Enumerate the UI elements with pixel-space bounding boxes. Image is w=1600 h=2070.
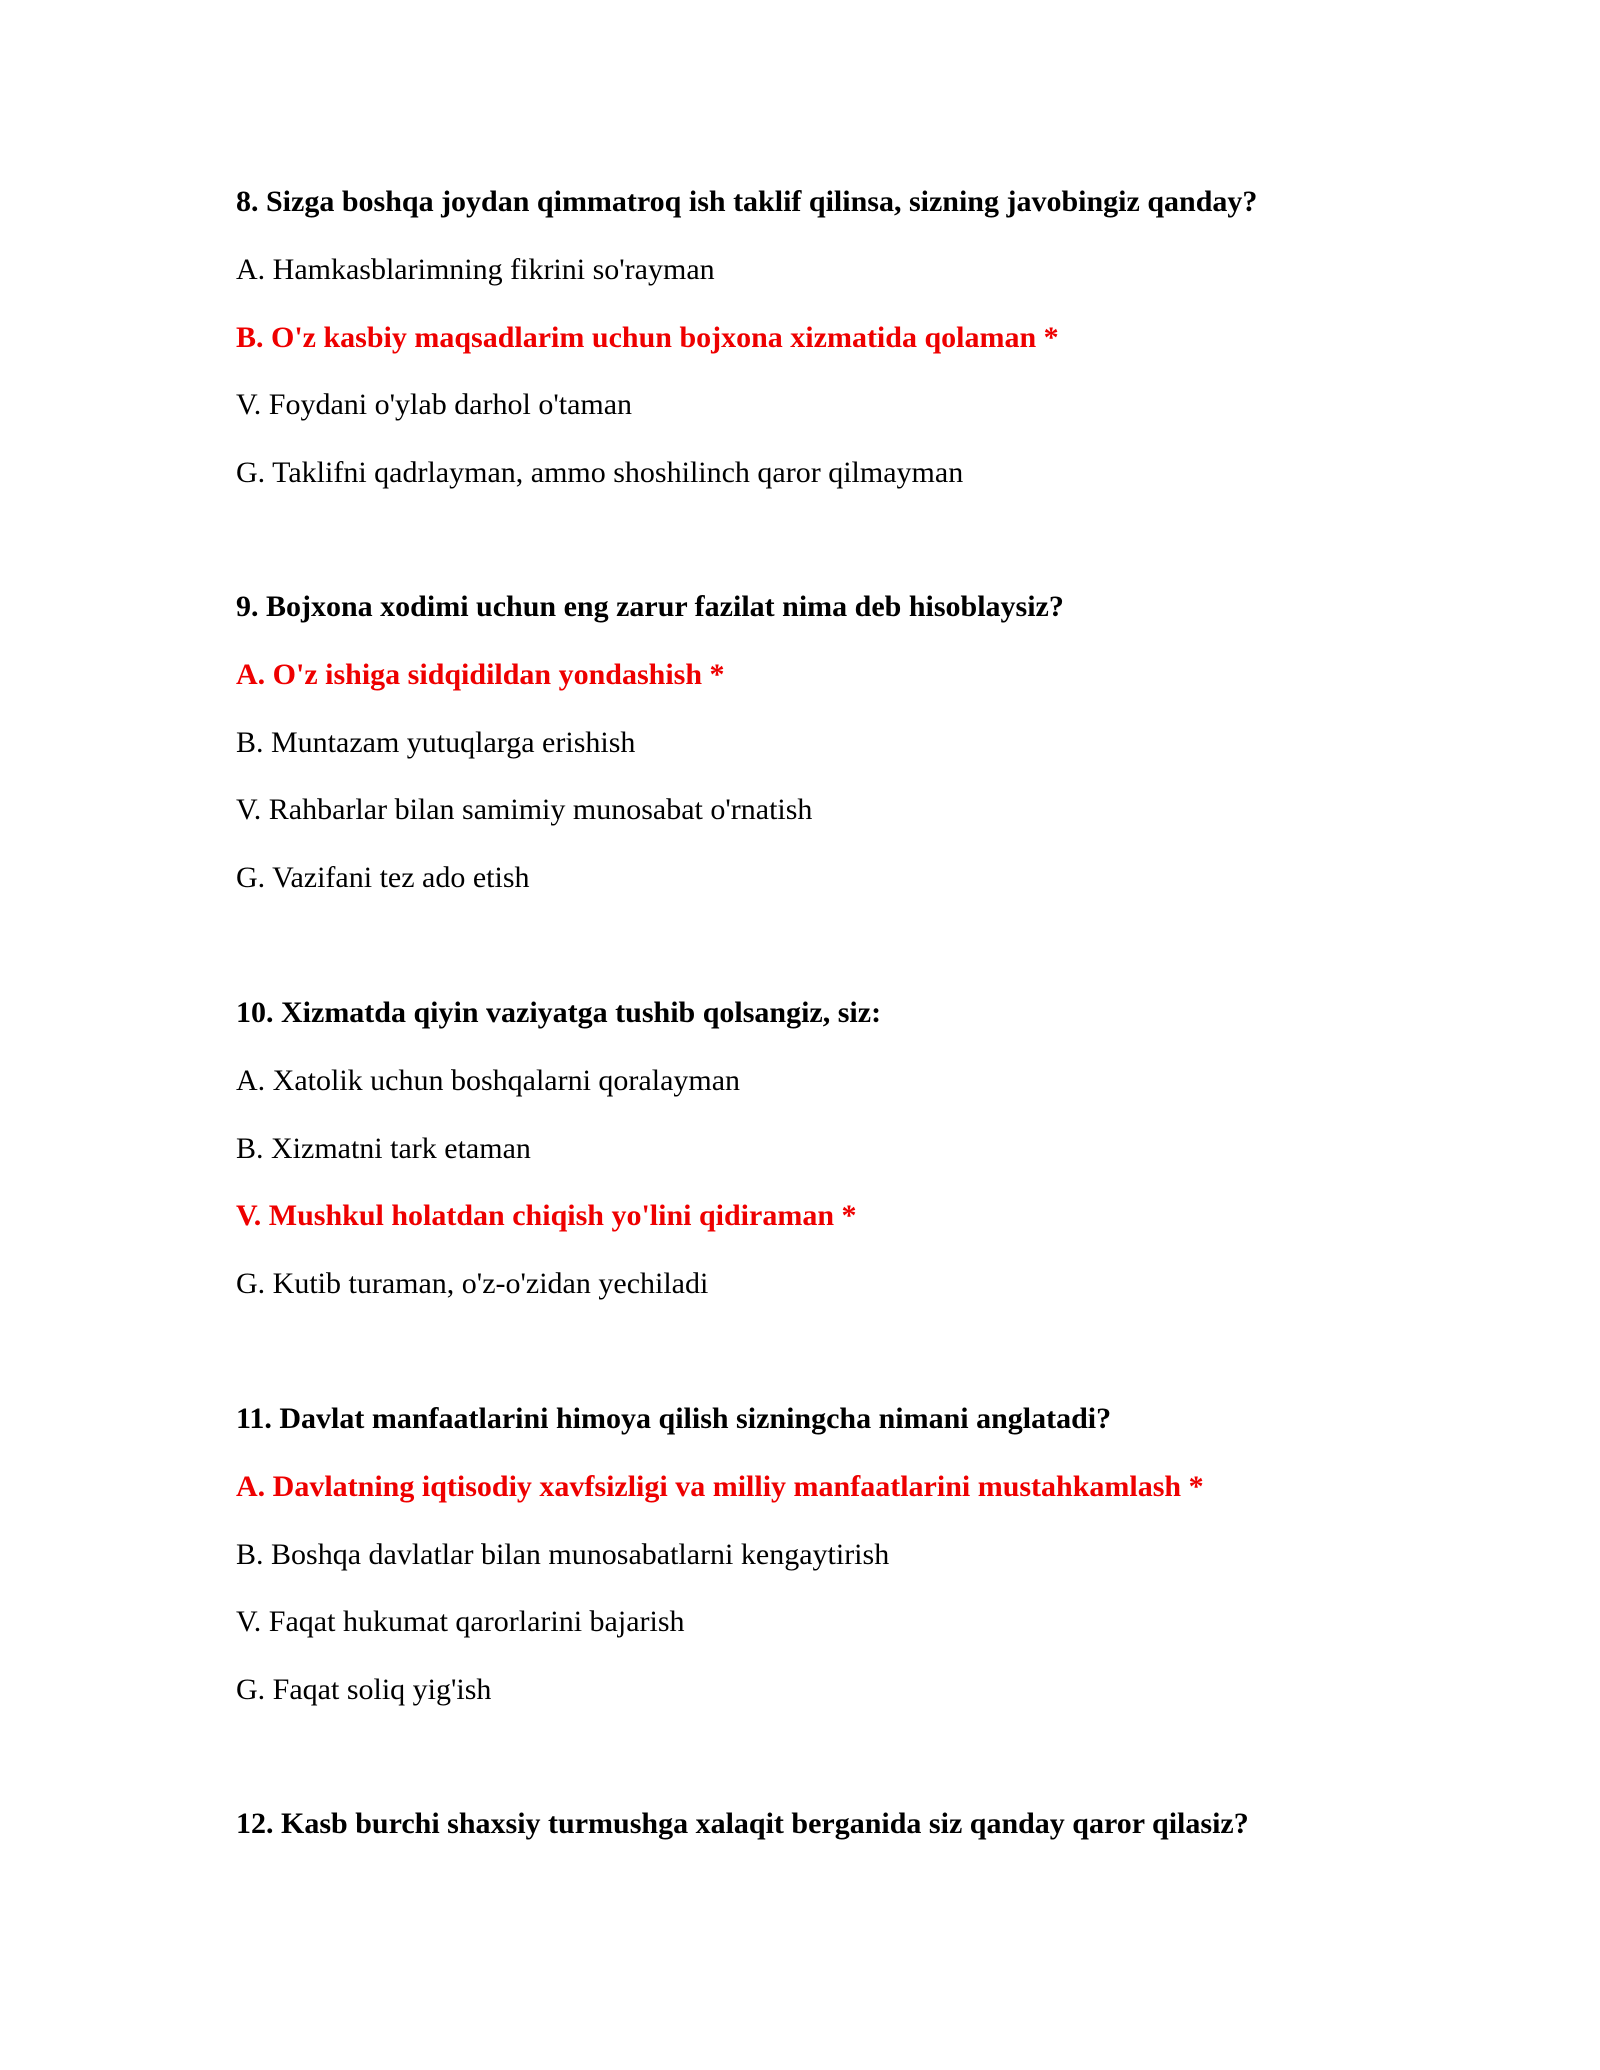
answer-option: V. Faqat hukumat qarorlarini bajarish xyxy=(236,1605,685,1638)
answer-option: B. Boshqa davlatlar bilan munosabatlarni kengaytirish xyxy=(236,1538,890,1571)
correct-answer-option: A. Davlatning iqtisodiy xavfsizligi va milliy manfaatlarini mustahkamlash * xyxy=(236,1470,1204,1503)
answer-option: G. Kutib turaman, o'z-o'zidan yechiladi xyxy=(236,1267,709,1300)
question-text: 9. Bojxona xodimi uchun eng zarur fazilat nima deb hisoblaysiz? xyxy=(236,590,1064,623)
answer-option: G. Vazifani tez ado etish xyxy=(236,861,530,894)
answer-option: A. Xatolik uchun boshqalarni qoralayman xyxy=(236,1064,741,1097)
question-text: 8. Sizga boshqa joydan qimmatroq ish taklif qilinsa, sizning javobingiz qanday? xyxy=(236,185,1258,218)
question-text: 11. Davlat manfaatlarini himoya qilish sizningcha nimani anglatadi? xyxy=(236,1402,1112,1435)
correct-answer-option: B. O'z kasbiy maqsadlarim uchun bojxona xizmatida qolaman * xyxy=(236,321,1059,354)
answer-option: V. Foydani o'ylab darhol o'taman xyxy=(236,388,633,421)
question-text: 12. Kasb burchi shaxsiy turmushga xalaqit berganida siz qanday qaror qilasiz? xyxy=(236,1807,1249,1840)
answer-option: V. Rahbarlar bilan samimiy munosabat o'rnatish xyxy=(236,793,813,826)
answer-option: G. Taklifni qadrlayman, ammo shoshilinch qaror qilmayman xyxy=(236,456,964,489)
question-text: 10. Xizmatda qiyin vaziyatga tushib qolsangiz, siz: xyxy=(236,996,882,1029)
answer-option: A. Hamkasblarimning fikrini so'rayman xyxy=(236,253,715,286)
answer-option: B. Muntazam yutuqlarga erishish xyxy=(236,726,636,759)
answer-option: B. Xizmatni tark etaman xyxy=(236,1132,531,1165)
answer-option: G. Faqat soliq yig'ish xyxy=(236,1673,492,1706)
correct-answer-option: V. Mushkul holatdan chiqish yo'lini qidiraman * xyxy=(236,1199,857,1232)
correct-answer-option: A. O'z ishiga sidqidildan yondashish * xyxy=(236,658,725,691)
